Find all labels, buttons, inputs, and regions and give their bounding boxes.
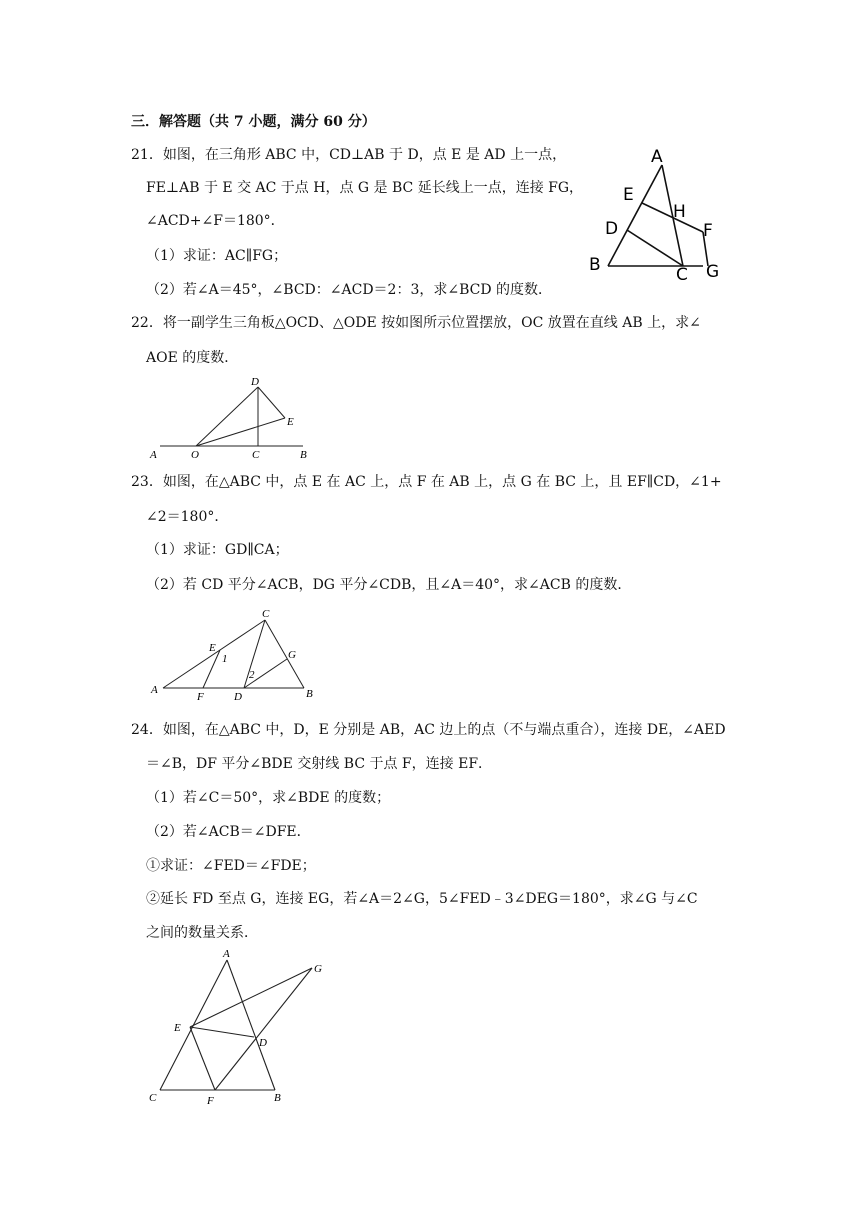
q22-line2: AOE 的度数．	[146, 350, 239, 366]
label-E: E	[287, 416, 294, 428]
q24-part2: （2）若∠ACB＝∠DFE．	[146, 824, 311, 840]
q23-line1: 23．如图，在△ABC 中，点 E 在 AC 上，点 F 在 AB 上，点 G 在 BC 上，且 EF∥CD，∠1+	[131, 474, 722, 490]
segment-EG	[190, 968, 312, 1027]
label-F: F	[207, 1095, 214, 1107]
label-E: E	[209, 642, 216, 654]
label-A: A	[150, 449, 157, 461]
label-C: C	[676, 265, 688, 285]
label-H: H	[673, 202, 686, 222]
q24-sub2: ②延长 FD 至点 G，连接 EG，若∠A＝2∠G，5∠FED﹣3∠DEG＝180°，求∠G 与∠C	[146, 891, 698, 907]
label-D: D	[259, 1037, 267, 1049]
label-B: B	[306, 688, 313, 700]
label-O: O	[191, 449, 199, 461]
label-D: D	[251, 376, 259, 388]
label-C: C	[252, 449, 260, 461]
q21-line3: ∠ACD+∠F＝180°．	[146, 213, 285, 229]
label-C: C	[149, 1092, 157, 1104]
label-D: D	[234, 691, 242, 703]
segment-AB	[227, 960, 275, 1090]
q21-part2: （2）若∠A＝45°，∠BCD：∠ACD＝2：3，求∠BCD 的度数．	[146, 282, 553, 298]
segment-FG	[215, 968, 312, 1090]
label-B: B	[300, 449, 307, 461]
label-E: E	[623, 185, 634, 205]
label-A: A	[223, 948, 230, 960]
label-B: B	[274, 1092, 281, 1104]
label-C: C	[262, 608, 270, 620]
label-G: G	[706, 262, 720, 282]
q22-line1: 22．将一副学生三角板△OCD、△ODE 按如图所示位置摆放，OC 放置在直线 AB 上，求∠	[131, 315, 701, 331]
label-2: 2	[249, 669, 255, 681]
q23-part2: （2）若 CD 平分∠ACB，DG 平分∠CDB，且∠A＝40°，求∠ACB 的度数．	[146, 577, 632, 593]
q21-line2: FE⊥AB 于 E 交 AC 于点 H，点 G 是 BC 延长线上一点，连接 FG，	[146, 180, 584, 196]
section-title: 三．解答题（共 7 小题，满分 60 分）	[131, 114, 376, 130]
label-B: B	[589, 255, 601, 275]
q21-part1: （1）求证：AC∥FG；	[146, 248, 288, 264]
label-G: G	[314, 963, 322, 975]
q24-part1: （1）若∠C＝50°，求∠BDE 的度数；	[146, 790, 391, 806]
q23-part1: （1）求证：GD∥CA；	[146, 542, 289, 558]
q24-sub1: ①求证：∠FED＝∠FDE；	[146, 858, 316, 874]
segment-EF	[190, 1027, 215, 1090]
q23-line2: ∠2＝180°．	[146, 509, 229, 525]
q21-line1: 21．如图，在三角形 ABC 中，CD⊥AB 于 D，点 E 是 AD 上一点，	[131, 147, 567, 163]
label-A: A	[651, 147, 663, 167]
label-F: F	[703, 221, 713, 241]
label-G: G	[288, 649, 296, 661]
q24-line1: 24．如图，在△ABC 中，D，E 分别是 AB，AC 边上的点（不与端点重合），连接 DE，∠AED	[131, 722, 726, 738]
label-1: 1	[222, 653, 228, 665]
segment-ED	[190, 1027, 254, 1037]
q24-sub2b: 之间的数量关系．	[146, 925, 258, 941]
label-A: A	[151, 684, 158, 696]
label-D: D	[605, 219, 619, 239]
q24-line2: ＝∠B，DF 平分∠BDE 交射线 BC 于点 F，连接 EF．	[146, 756, 493, 772]
label-F: F	[197, 691, 204, 703]
label-E: E	[174, 1022, 181, 1034]
